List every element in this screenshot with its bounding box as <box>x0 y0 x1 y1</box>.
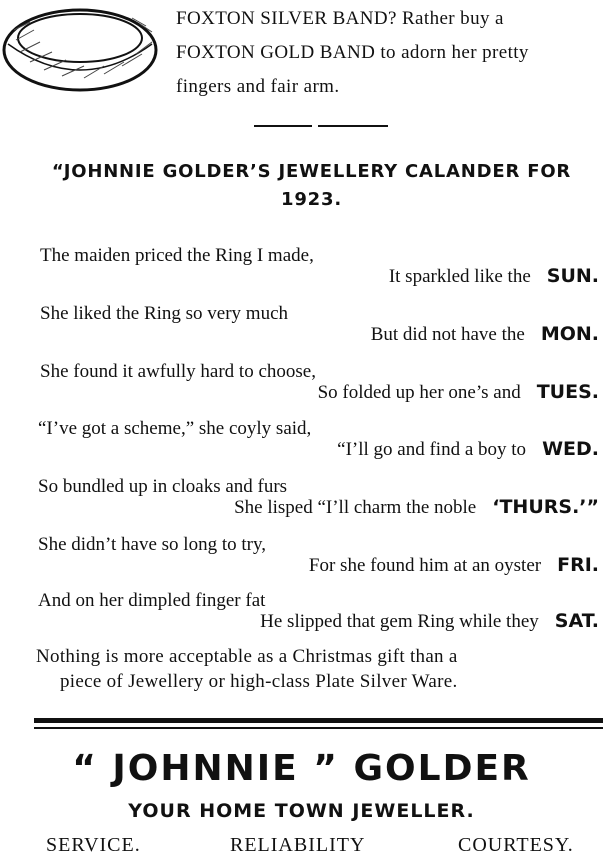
verse-first-line: So bundled up in cloaks and furs <box>38 476 288 497</box>
day-label: FRI. <box>557 554 599 576</box>
verse-second-line <box>337 438 599 461</box>
divider-thick <box>34 718 603 723</box>
verse-second-line <box>234 496 599 519</box>
verse-text: But did not have the <box>370 324 525 345</box>
motto-word: SERVICE. <box>46 834 141 856</box>
verse-first-line: She found it awfully hard to choose, <box>40 361 316 382</box>
verse-text: So folded up her one’s and <box>317 382 521 403</box>
verse-second-line <box>309 554 599 577</box>
closing-line: Nothing is more acceptable as a Christmas gift than a <box>36 646 458 667</box>
verse-text: It sparkled like the <box>388 266 531 287</box>
day-label: TUES. <box>536 381 599 403</box>
divider <box>254 125 312 127</box>
intro-paragraph <box>176 2 601 104</box>
motto-word: RELIABILITY <box>230 834 366 856</box>
verse-second-line <box>260 610 599 633</box>
verse-first-line: She liked the Ring so very much <box>40 303 289 324</box>
verse-first-line: She didn’t have so long to try, <box>38 534 266 555</box>
heading-line: 1923. <box>281 189 342 210</box>
verse-first-line: And on her dimpled finger fat <box>38 590 266 611</box>
closing-line: piece of Jewellery or high-class Plate Silver Ware. <box>60 671 458 692</box>
divider-thin <box>34 727 603 729</box>
heading-line: “JOHNNIE GOLDER’S JEWELLERY CALANDER FOR <box>51 161 572 182</box>
verse-second-line <box>318 381 599 404</box>
verse-text: He slipped that gem Ring while they <box>260 611 539 632</box>
verse-text: She lisped “I’ll charm the noble <box>234 497 477 518</box>
verse-second-line <box>371 323 599 346</box>
ring-illustration <box>0 0 160 95</box>
day-label: SAT. <box>554 610 599 632</box>
intro-line: FOXTON GOLD BAND to adorn her pretty <box>176 42 529 63</box>
intro-line: fingers and fair arm. <box>176 76 340 97</box>
verse-first-line: “I’ve got a scheme,” she coyly said, <box>38 418 312 439</box>
day-label: WED. <box>542 438 599 460</box>
verse-text: For she found him at an oyster <box>308 555 542 576</box>
intro-line: FOXTON SILVER BAND? Rather buy a <box>176 8 504 29</box>
divider <box>318 125 388 127</box>
day-label: ‘THURS.’” <box>492 496 599 518</box>
verse-first-line: The maiden priced the Ring I made, <box>40 245 314 266</box>
motto-word: COURTESY. <box>458 834 574 856</box>
day-label: MON. <box>540 323 599 345</box>
brand-name: “ JOHNNIE ” GOLDER <box>72 748 531 789</box>
calendar-heading <box>20 158 603 214</box>
verse-second-line <box>389 265 599 288</box>
tagline: YOUR HOME TOWN JEWELLER. <box>128 800 475 822</box>
closing-paragraph <box>36 644 602 694</box>
verse-text: “I’ll go and find a boy to <box>337 439 527 460</box>
day-label: SUN. <box>546 265 599 287</box>
